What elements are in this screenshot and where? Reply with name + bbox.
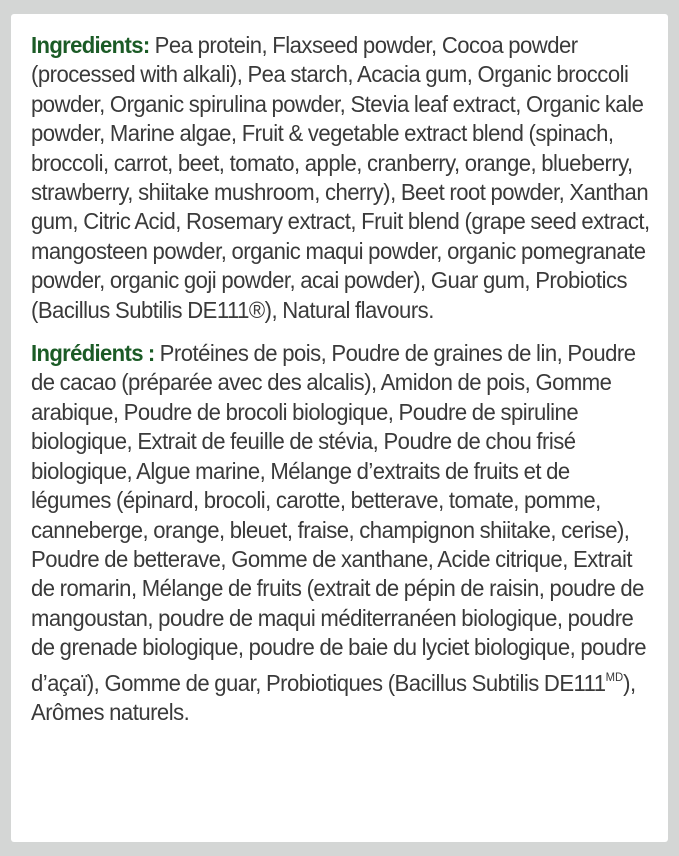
ingredients-english — [31, 31, 651, 325]
ingredients-label — [11, 14, 668, 842]
ingredients-text-en: Pea protein, Flaxseed powder, Cocoa powder (processed with alkali), Pea starch, Acacia gum, Organic broccoli powder, Organic spirulina powder, Stevia leaf extract, Organic kale powder, Marine algae, Fruit & vegetable extract blend (spinach, broccoli, carrot, beet, tomato, apple, cranberry, orange, blueberry, strawberry, shiitake mushroom, cherry), Beet root powder, Xanthan gum, Citric Acid, Rosemary extract, Fruit blend (grape seed extract, mangosteen powder, organic maqui powder, organic pomegranate powder, organic goji powder, acai powder), Guar gum, Probiotics (Bacillus Subtilis DE111®), Natural flavours. — [31, 32, 650, 323]
ingredients-heading-fr: Ingrédients : — [31, 340, 155, 367]
ingredients-text-fr: Protéines de pois, Poudre de graines de lin, Poudre de cacao (préparée avec des alcalis), Amidon de pois, Gomme arabique, Poudre de brocoli biologique, Poudre de spiruline biologique, Extrait de feuille de stévia, Poudre de chou frisé biologique, Algue marine, Mélange d’extraits de fruits et de légumes (épinard, brocoli, carotte, betterave, tomate, pomme, canneberge, orange, bleuet, fraise, champignon shiitake, cerise), Poudre de betterave, Gomme de xanthane, Acide citrique, Extrait de romarin, Mélange de fruits (extrait de pépin de raisin, poudre de mangoustan, poudre de maqui méditerranéen biologique, poudre de grenade biologique, poudre de baie du lyciet biologique, poudre d’açaï), Gomme de guar, Probiotiques (Bacillus Subtilis DE111 — [31, 340, 647, 696]
ingredients-french — [31, 339, 651, 727]
background-bottom-strip — [0, 842, 679, 856]
trademark-superscript-fr: MD — [605, 669, 624, 684]
ingredients-heading-en: Ingredients: — [31, 32, 150, 58]
ingredients-text-fr-end: ), Arômes naturels. — [31, 669, 636, 725]
